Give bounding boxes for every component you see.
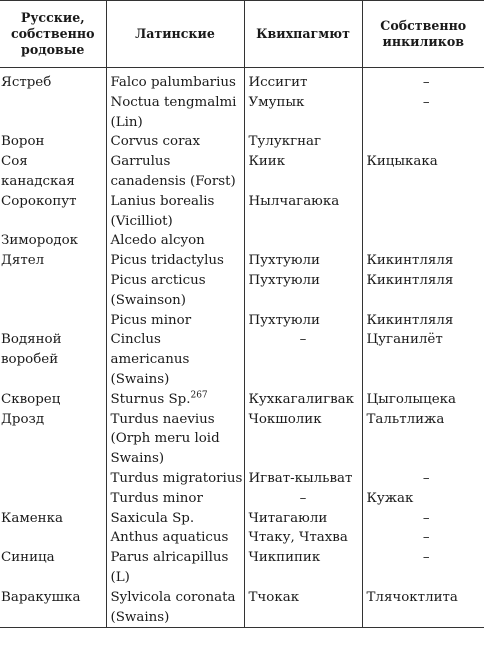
cell-russian <box>0 330 106 389</box>
cell-latin <box>106 93 244 133</box>
cell-kvikhpagmyut <box>244 469 362 489</box>
cell-latin-text: Picus minor <box>110 312 192 328</box>
cell-inkilikov-text: Цыголыцека <box>366 391 456 407</box>
cell-kvikhpagmyut <box>244 390 362 410</box>
cell-latin-text: Falco palumbarius <box>110 75 236 90</box>
cell-russian <box>0 528 106 548</box>
header-russian: Русские, собственно родовые <box>0 1 106 68</box>
cell-latin-text: Picus tridactylus <box>110 253 224 269</box>
cell-latin <box>106 528 244 548</box>
cell-kvikhpagmyut <box>244 311 362 331</box>
cell-latin-text: Alcedo alcyon <box>110 233 205 249</box>
table-row <box>0 251 484 271</box>
cell-russian <box>0 93 106 133</box>
cell-latin-text: Sylvicola coronata (Swains) <box>110 589 236 625</box>
cell-latin-text: Garrulus canadensis (Forst) <box>110 154 236 189</box>
cell-kvikhpagmyut <box>244 489 362 509</box>
cell-latin <box>106 548 244 588</box>
cell-inkilikov-text: – <box>422 550 430 566</box>
cell-russian-text: Каменка <box>1 510 63 526</box>
cell-kvikhpagmyut <box>244 588 362 628</box>
cell-kvikhpagmyut <box>244 192 362 232</box>
cell-latin-text: Turdus naevius (Orph meru loid Swains) <box>110 411 220 467</box>
cell-russian <box>0 410 106 469</box>
cell-russian <box>0 132 106 152</box>
cell-inkilikov <box>362 68 484 93</box>
cell-inkilikov-text: – <box>422 94 430 110</box>
cell-inkilikov <box>362 152 484 192</box>
cell-russian <box>0 390 106 410</box>
cell-kvikhpagmyut-text: Игват-кыльват <box>248 470 353 486</box>
cell-latin <box>106 410 244 469</box>
cell-latin <box>106 390 244 410</box>
cell-latin-text: Corvus corax <box>110 134 201 150</box>
cell-inkilikov-text: – <box>422 470 430 486</box>
cell-kvikhpagmyut <box>244 528 362 548</box>
header-latin: Латинские <box>106 1 244 68</box>
cell-latin-text: Turdus minor <box>110 490 203 506</box>
cell-kvikhpagmyut-text: Нылчагаюка <box>248 193 340 209</box>
cell-latin <box>106 251 244 271</box>
cell-kvikhpagmyut <box>244 251 362 271</box>
cell-inkilikov <box>362 548 484 588</box>
footnote-marker: 267 <box>190 390 208 401</box>
cell-latin <box>106 469 244 489</box>
cell-russian <box>0 271 106 311</box>
cell-inkilikov <box>362 390 484 410</box>
table-row <box>0 192 484 232</box>
cell-russian <box>0 231 106 251</box>
table-row <box>0 509 484 529</box>
cell-russian <box>0 588 106 628</box>
cell-russian <box>0 548 106 588</box>
table-row <box>0 588 484 628</box>
cell-kvikhpagmyut <box>244 152 362 192</box>
cell-inkilikov <box>362 489 484 509</box>
cell-russian-text: Ястреб <box>1 75 52 90</box>
cell-kvikhpagmyut <box>244 132 362 152</box>
cell-latin <box>106 489 244 509</box>
table-row <box>0 489 484 509</box>
table-row <box>0 271 484 311</box>
cell-kvikhpagmyut <box>244 410 362 469</box>
cell-inkilikov-text: Кицыкака <box>366 154 438 170</box>
cell-inkilikov-text: – <box>422 530 430 546</box>
cell-inkilikov-text: Тлячоктлита <box>366 589 458 605</box>
cell-russian-text: Водяной воробей <box>1 332 62 368</box>
cell-latin <box>106 509 244 529</box>
cell-latin <box>106 152 244 192</box>
table-body <box>0 68 484 628</box>
cell-kvikhpagmyut <box>244 509 362 529</box>
header-row <box>0 1 484 68</box>
cell-russian-text: Ворон <box>1 134 45 150</box>
cell-kvikhpagmyut-text: Читагаюли <box>248 510 328 526</box>
cell-inkilikov <box>362 231 484 251</box>
cell-inkilikov <box>362 271 484 311</box>
cell-latin <box>106 68 244 93</box>
cell-inkilikov <box>362 192 484 232</box>
cell-inkilikov-text: Кикинтляля <box>366 253 454 269</box>
cell-kvikhpagmyut-text: Пухтуюли <box>248 253 320 269</box>
cell-russian <box>0 68 106 93</box>
cell-inkilikov-text: – <box>422 75 430 90</box>
cell-latin <box>106 588 244 628</box>
cell-latin <box>106 231 244 251</box>
cell-latin-text: Turdus migratorius <box>110 470 243 486</box>
cell-russian-text: Зимородок <box>1 233 79 249</box>
cell-latin-text: Picus arcticus (Swainson) <box>110 272 206 308</box>
table-row <box>0 132 484 152</box>
table-row <box>0 330 484 389</box>
table-row <box>0 410 484 469</box>
cell-kvikhpagmyut <box>244 68 362 93</box>
cell-kvikhpagmyut-text: Пухтуюли <box>248 312 320 328</box>
cell-latin <box>106 132 244 152</box>
cell-latin <box>106 311 244 331</box>
cell-latin-text: Lanius borealis (Vicilliot) <box>110 193 215 229</box>
table-row <box>0 231 484 251</box>
cell-inkilikov-text: Кикинтляля <box>366 312 454 328</box>
cell-russian <box>0 192 106 232</box>
cell-kvikhpagmyut-text: Киик <box>248 154 286 170</box>
table-row <box>0 528 484 548</box>
cell-russian <box>0 251 106 271</box>
cell-kvikhpagmyut <box>244 231 362 251</box>
table-row <box>0 469 484 489</box>
cell-kvikhpagmyut-text: Чтаку, Чтахва <box>248 530 348 546</box>
table-row <box>0 548 484 588</box>
cell-inkilikov <box>362 251 484 271</box>
cell-latin-text: Cinclus americanus (Swains) <box>110 332 190 387</box>
cell-kvikhpagmyut <box>244 548 362 588</box>
cell-inkilikov-text: Кикинтляля <box>366 272 454 288</box>
cell-russian-text: Соя канадская <box>1 154 75 189</box>
cell-kvikhpagmyut-text: Тчокак <box>248 589 300 605</box>
cell-kvikhpagmyut <box>244 93 362 133</box>
cell-inkilikov-text: – <box>422 510 430 526</box>
cell-russian-text: Дятел <box>1 253 45 269</box>
cell-kvikhpagmyut-text: Кухкагалигвак <box>248 391 354 407</box>
cell-latin <box>106 192 244 232</box>
cell-kvikhpagmyut-text: Тулукгнаг <box>248 134 322 150</box>
cell-kvikhpagmyut <box>244 271 362 311</box>
cell-inkilikov <box>362 410 484 469</box>
cell-russian <box>0 152 106 192</box>
cell-inkilikov <box>362 528 484 548</box>
table-row <box>0 311 484 331</box>
cell-inkilikov <box>362 311 484 331</box>
cell-inkilikov <box>362 330 484 389</box>
table-row <box>0 152 484 192</box>
cell-kvikhpagmyut-text: Чокшолик <box>248 411 322 427</box>
cell-kvikhpagmyut-text: Чикпипик <box>248 550 321 566</box>
cell-latin <box>106 330 244 389</box>
cell-inkilikov <box>362 93 484 133</box>
cell-inkilikov <box>362 509 484 529</box>
cell-russian <box>0 509 106 529</box>
cell-kvikhpagmyut <box>244 330 362 389</box>
cell-kvikhpagmyut-text: – <box>299 490 307 506</box>
cell-russian-text: Синица <box>1 550 55 566</box>
cell-kvikhpagmyut-text: Умупык <box>248 94 305 110</box>
cell-russian-text: Варакушка <box>1 589 81 605</box>
cell-latin-text: Anthus aquaticus <box>110 530 229 546</box>
cell-inkilikov <box>362 469 484 489</box>
cell-latin <box>106 271 244 311</box>
cell-kvikhpagmyut-text: Пухтуюли <box>248 272 320 288</box>
table-row <box>0 68 484 93</box>
cell-inkilikov-text: Тальтлижа <box>366 411 445 427</box>
cell-latin-text: Parus alricapillus (L) <box>110 550 229 585</box>
cell-russian-text: Дрозд <box>1 411 45 427</box>
cell-russian-text: Скворец <box>1 391 61 407</box>
header-kvikhpagmyut: Квихпагмют <box>244 1 362 68</box>
cell-inkilikov-text: Цуганилёт <box>366 332 443 348</box>
cell-inkilikov <box>362 588 484 628</box>
cell-russian <box>0 311 106 331</box>
table-row <box>0 93 484 133</box>
cell-inkilikov <box>362 132 484 152</box>
table-row <box>0 390 484 410</box>
cell-latin-text: Sturnus Sp. <box>110 391 191 407</box>
cell-inkilikov-text: Кужак <box>366 490 414 506</box>
cell-russian <box>0 489 106 509</box>
cell-russian <box>0 469 106 489</box>
cell-latin-text: Noctua tengmalmi (Lin) <box>110 94 237 130</box>
cell-kvikhpagmyut-text: Иссигит <box>248 75 308 90</box>
cell-kvikhpagmyut-text: – <box>299 332 307 348</box>
header-inkilikov: Собственно инкиликов <box>362 1 484 68</box>
cell-russian-text: Сорокопут <box>1 193 77 209</box>
cell-latin-text: Saxicula Sp. <box>110 510 195 526</box>
